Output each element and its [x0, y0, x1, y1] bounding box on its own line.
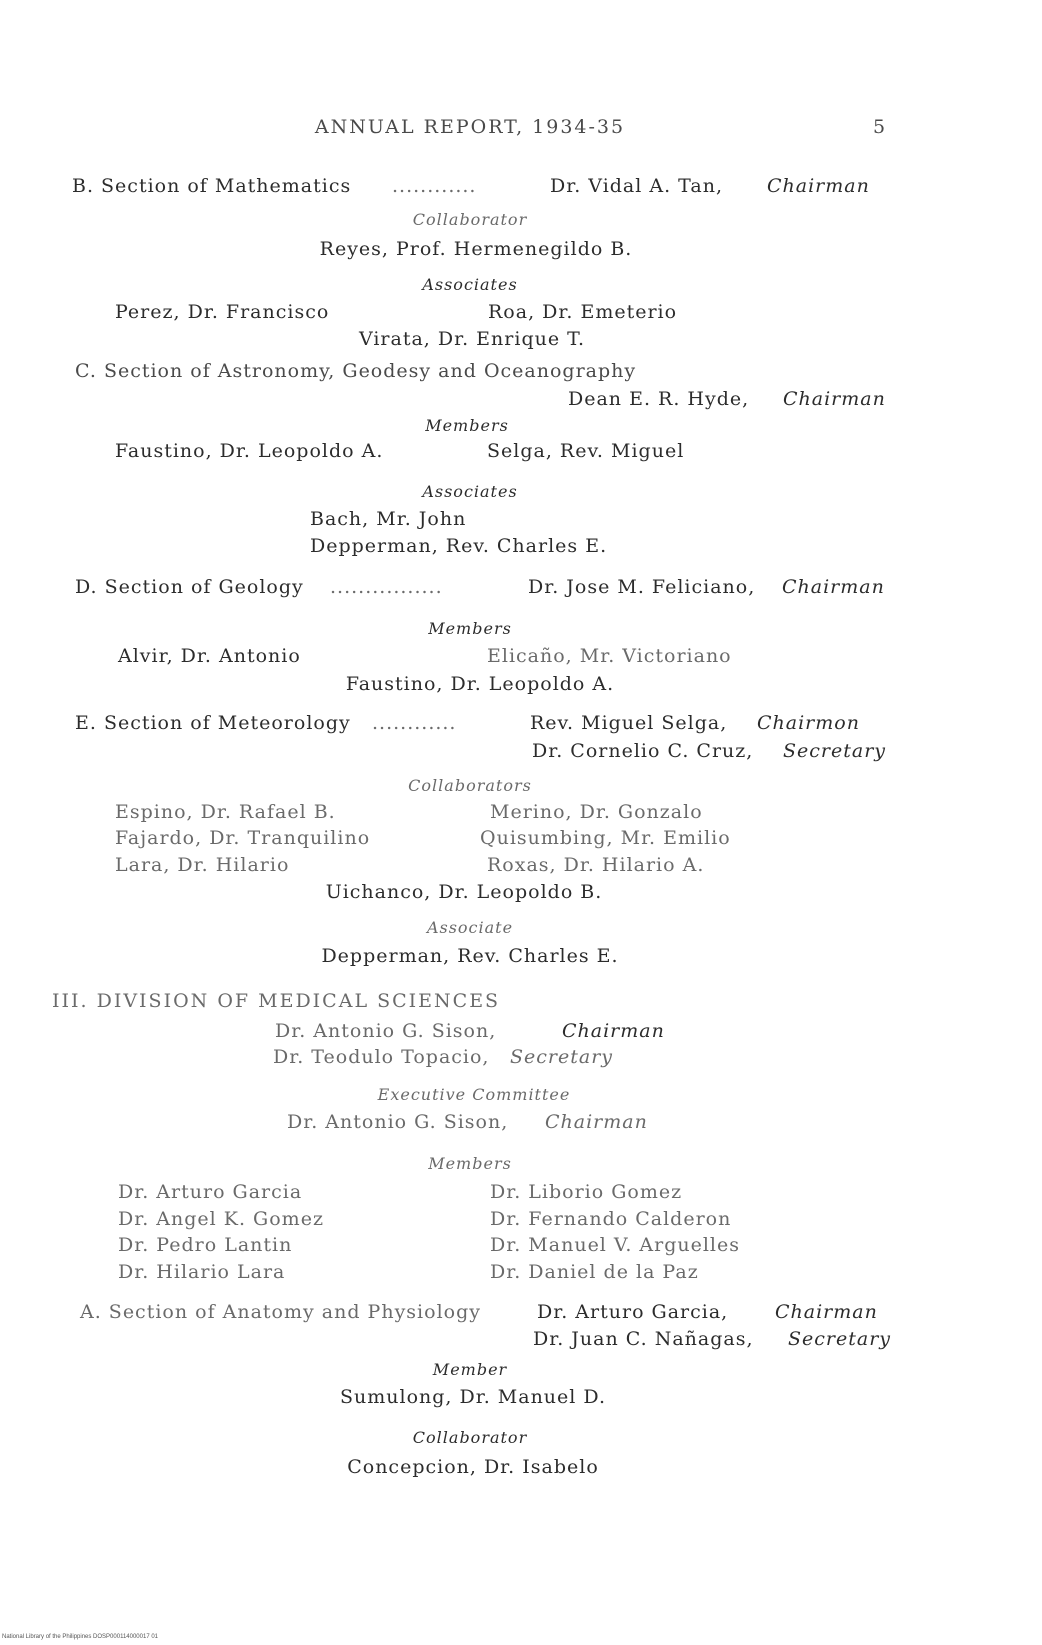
- chairman-title: Chairman: [775, 1301, 878, 1323]
- role-heading: Collaborator: [412, 1428, 528, 1447]
- secretary-title: Secretary: [783, 740, 887, 762]
- person-entry: Dr. Arturo Garcia: [118, 1181, 303, 1203]
- dot-leader: ................: [330, 576, 443, 598]
- person-entry: Faustino, Dr. Leopoldo A.: [115, 440, 384, 462]
- person-entry: Selga, Rev. Miguel: [487, 440, 685, 462]
- person-entry: Dr. Fernando Calderon: [490, 1208, 732, 1230]
- person-entry: Reyes, Prof. Hermenegildo B.: [319, 238, 633, 260]
- role-heading: Associate: [426, 918, 514, 937]
- chairman-name: Dr. Jose M. Feliciano,: [528, 576, 756, 598]
- chairman-title: Chairman: [783, 388, 886, 410]
- secretary-title: Secretary: [788, 1328, 892, 1350]
- person-entry: Dr. Manuel V. Arguelles: [490, 1234, 740, 1256]
- section-title-anatomy: A. Section of Anatomy and Physiology: [80, 1301, 481, 1323]
- person-entry: Perez, Dr. Francisco: [115, 301, 330, 323]
- running-head: ANNUAL REPORT, 1934-35: [314, 116, 626, 138]
- person-entry: Faustino, Dr. Leopoldo A.: [345, 673, 615, 695]
- person-entry: Roxas, Dr. Hilario A.: [487, 854, 705, 876]
- scan-footer: National Library of the Philippines DOSP000114000017 01: [2, 1634, 158, 1640]
- chairman-title: Chairman: [562, 1020, 665, 1042]
- person-entry: Espino, Dr. Rafael B.: [115, 801, 336, 823]
- secretary-title: Secretary: [510, 1046, 614, 1068]
- role-heading: Associates: [422, 482, 518, 501]
- role-heading: Collaborator: [412, 210, 528, 229]
- section-title-meteorology: E. Section of Meteorology: [75, 712, 351, 734]
- person-entry: Lara, Dr. Hilario: [115, 854, 290, 876]
- chairman-name: Dean E. R. Hyde,: [568, 388, 750, 410]
- role-heading: Members: [428, 619, 512, 638]
- chairman-name: Dr. Arturo Garcia,: [537, 1301, 729, 1323]
- person-entry: Fajardo, Dr. Tranquilino: [115, 827, 371, 849]
- person-entry: Elicaño, Mr. Victoriano: [487, 645, 732, 667]
- chairman-name: Dr. Vidal A. Tan,: [550, 175, 723, 197]
- role-heading: Collaborators: [408, 776, 532, 795]
- person-entry: Concepcion, Dr. Isabelo: [347, 1456, 599, 1478]
- chairman-title: Chairman: [767, 175, 870, 197]
- person-entry: Dr. Pedro Lantin: [118, 1234, 293, 1256]
- person-entry: Alvir, Dr. Antonio: [118, 645, 301, 667]
- role-heading: Member: [432, 1360, 508, 1379]
- division-title: III. DIVISION OF MEDICAL SCIENCES: [52, 990, 501, 1012]
- dot-leader: ............: [372, 712, 457, 734]
- section-title-geology: D. Section of Geology: [75, 576, 304, 598]
- chairman-title: Chairman: [782, 576, 885, 598]
- person-entry: Depperman, Rev. Charles E.: [310, 535, 608, 557]
- secretary-name: Dr. Teodulo Topacio,: [273, 1046, 490, 1068]
- chairman-name: Dr. Antonio G. Sison,: [275, 1020, 497, 1042]
- secretary-name: Dr. Cornelio C. Cruz,: [532, 740, 754, 762]
- section-title-astronomy: C. Section of Astronomy, Geodesy and Oceanography: [75, 360, 637, 382]
- person-entry: Roa, Dr. Emeterio: [488, 301, 678, 323]
- person-entry: Quisumbing, Mr. Emilio: [480, 827, 731, 849]
- page-number: 5: [873, 116, 887, 138]
- person-entry: Depperman, Rev. Charles E.: [321, 945, 619, 967]
- person-entry: Bach, Mr. John: [310, 508, 467, 530]
- secretary-name: Dr. Juan C. Nañagas,: [533, 1328, 754, 1350]
- role-heading: Executive Committee: [377, 1085, 571, 1104]
- person-entry: Uichanco, Dr. Leopoldo B.: [325, 881, 603, 903]
- section-title-mathematics: B. Section of Mathematics: [72, 175, 352, 197]
- person-entry: Dr. Hilario Lara: [118, 1261, 286, 1283]
- person-entry: Dr. Daniel de la Paz: [490, 1261, 699, 1283]
- person-entry: Sumulong, Dr. Manuel D.: [339, 1386, 607, 1408]
- role-heading: Members: [428, 1154, 512, 1173]
- dot-leader: ............: [392, 175, 477, 197]
- role-heading: Members: [425, 416, 509, 435]
- person-entry: Merino, Dr. Gonzalo: [490, 801, 703, 823]
- role-heading: Associates: [422, 275, 518, 294]
- chairman-title: Chairman: [545, 1111, 648, 1133]
- chairman-name: Dr. Antonio G. Sison,: [287, 1111, 509, 1133]
- chairman-title: Chairmon: [757, 712, 860, 734]
- person-entry: Dr. Angel K. Gomez: [118, 1208, 324, 1230]
- person-entry: Virata, Dr. Enrique T.: [358, 328, 586, 350]
- person-entry: Dr. Liborio Gomez: [490, 1181, 683, 1203]
- chairman-name: Rev. Miguel Selga,: [530, 712, 728, 734]
